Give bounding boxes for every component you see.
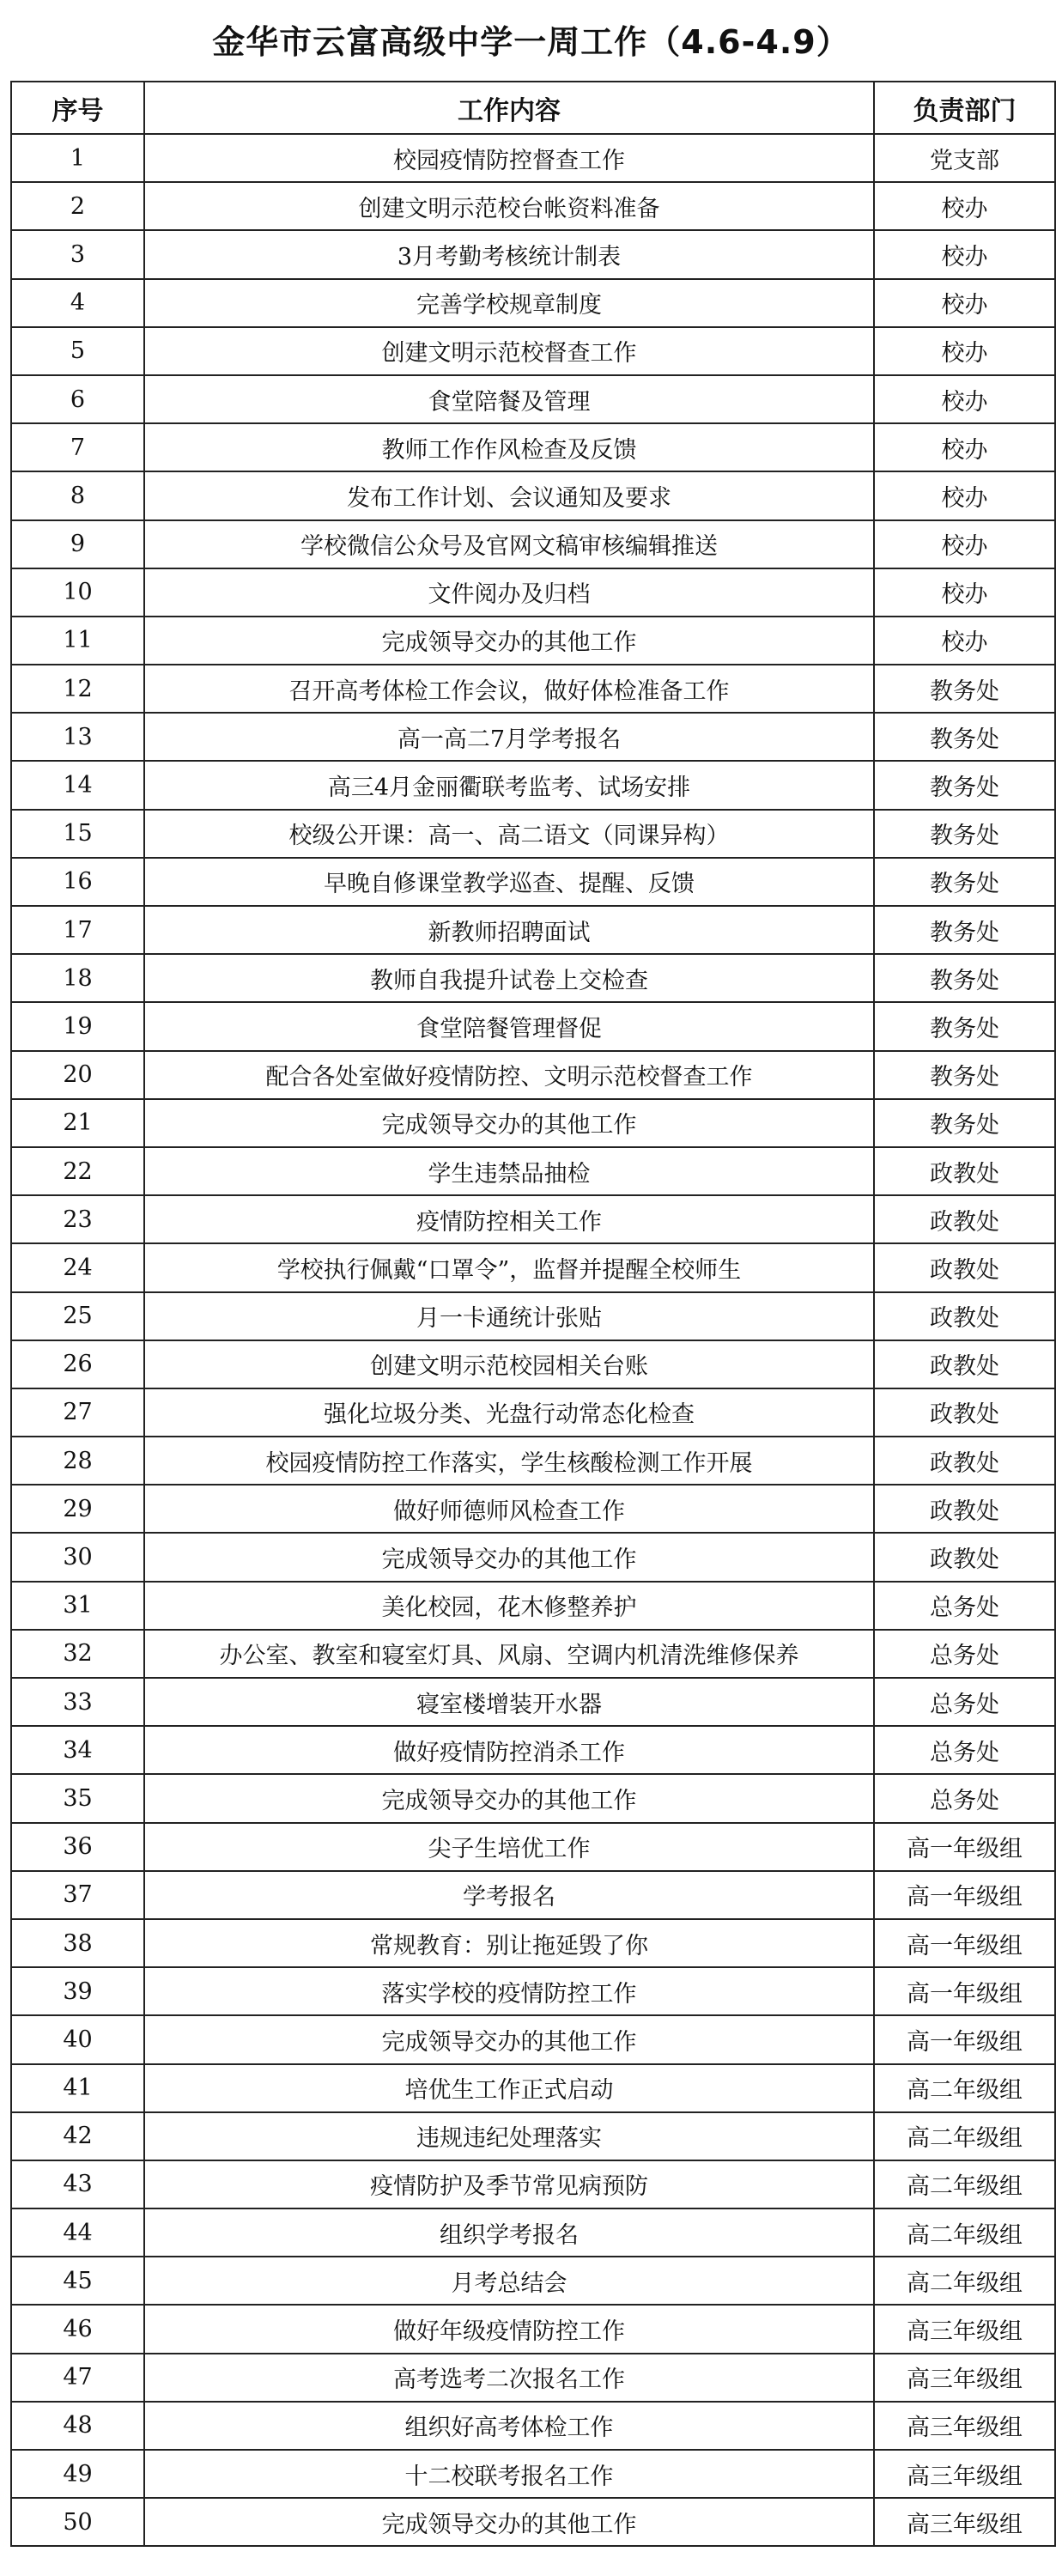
work-content: 召开高考体检工作会议，做好体检准备工作 bbox=[144, 665, 874, 713]
row-index: 19 bbox=[11, 1002, 144, 1050]
responsible-department: 政教处 bbox=[874, 1292, 1055, 1340]
row-index: 31 bbox=[11, 1582, 144, 1630]
responsible-department: 校办 bbox=[874, 617, 1055, 665]
row-index: 10 bbox=[11, 568, 144, 617]
table-row bbox=[11, 617, 1055, 665]
responsible-department: 高三年级组 bbox=[874, 2498, 1055, 2546]
table-row bbox=[11, 2402, 1055, 2450]
row-index: 39 bbox=[11, 1967, 144, 2015]
work-content: 教师自我提升试卷上交检查 bbox=[144, 954, 874, 1002]
responsible-department: 高三年级组 bbox=[874, 2354, 1055, 2402]
responsible-department: 校办 bbox=[874, 230, 1055, 278]
table-row bbox=[11, 568, 1055, 617]
row-index: 26 bbox=[11, 1340, 144, 1388]
row-index: 8 bbox=[11, 471, 144, 519]
table-row bbox=[11, 1533, 1055, 1581]
responsible-department: 教务处 bbox=[874, 1099, 1055, 1147]
responsible-department: 高三年级组 bbox=[874, 2402, 1055, 2450]
responsible-department: 教务处 bbox=[874, 761, 1055, 809]
responsible-department: 政教处 bbox=[874, 1340, 1055, 1388]
work-content: 月考总结会 bbox=[144, 2257, 874, 2305]
work-content: 尖子生培优工作 bbox=[144, 1823, 874, 1871]
table-row bbox=[11, 2354, 1055, 2402]
responsible-department: 教务处 bbox=[874, 858, 1055, 906]
row-index: 4 bbox=[11, 279, 144, 327]
work-content: 完成领导交办的其他工作 bbox=[144, 617, 874, 665]
row-index: 36 bbox=[11, 1823, 144, 1871]
responsible-department: 高一年级组 bbox=[874, 2015, 1055, 2063]
work-content: 十二校联考报名工作 bbox=[144, 2450, 874, 2498]
responsible-department: 政教处 bbox=[874, 1437, 1055, 1485]
row-index: 29 bbox=[11, 1485, 144, 1533]
responsible-department: 高二年级组 bbox=[874, 2064, 1055, 2112]
work-content: 完成领导交办的其他工作 bbox=[144, 1099, 874, 1147]
work-content: 完善学校规章制度 bbox=[144, 279, 874, 327]
responsible-department: 政教处 bbox=[874, 1485, 1055, 1533]
row-index: 45 bbox=[11, 2257, 144, 2305]
row-index: 1 bbox=[11, 134, 144, 182]
table-row bbox=[11, 665, 1055, 713]
row-index: 44 bbox=[11, 2208, 144, 2257]
responsible-department: 高二年级组 bbox=[874, 2112, 1055, 2160]
work-content: 学校执行佩戴“口罩令”，监督并提醒全校师生 bbox=[144, 1243, 874, 1291]
table-row bbox=[11, 2208, 1055, 2257]
table-row bbox=[11, 134, 1055, 182]
table-row bbox=[11, 1678, 1055, 1726]
table-header-row bbox=[11, 82, 1055, 134]
table-row bbox=[11, 2015, 1055, 2063]
work-content: 做好疫情防控消杀工作 bbox=[144, 1726, 874, 1774]
table-row bbox=[11, 2257, 1055, 2305]
table-row bbox=[11, 520, 1055, 568]
responsible-department: 校办 bbox=[874, 279, 1055, 327]
responsible-department: 高一年级组 bbox=[874, 1967, 1055, 2015]
row-index: 14 bbox=[11, 761, 144, 809]
row-index: 23 bbox=[11, 1195, 144, 1243]
row-index: 37 bbox=[11, 1871, 144, 1919]
work-content: 教师工作作风检查及反馈 bbox=[144, 423, 874, 471]
table-row bbox=[11, 1919, 1055, 1967]
responsible-department: 校办 bbox=[874, 182, 1055, 230]
work-content: 校级公开课：高一、高二语文（同课异构） bbox=[144, 810, 874, 858]
responsible-department: 校办 bbox=[874, 375, 1055, 423]
work-content: 高一高二7月学考报名 bbox=[144, 713, 874, 761]
row-index: 9 bbox=[11, 520, 144, 568]
row-index: 33 bbox=[11, 1678, 144, 1726]
responsible-department: 校办 bbox=[874, 568, 1055, 617]
weekly-work-table bbox=[10, 81, 1056, 2547]
work-content: 做好师德师风检查工作 bbox=[144, 1485, 874, 1533]
row-index: 17 bbox=[11, 906, 144, 954]
table-row bbox=[11, 1871, 1055, 1919]
work-content: 强化垃圾分类、光盘行动常态化检查 bbox=[144, 1388, 874, 1437]
row-index: 41 bbox=[11, 2064, 144, 2112]
work-content: 创建文明示范校园相关台账 bbox=[144, 1340, 874, 1388]
work-content: 学生违禁品抽检 bbox=[144, 1147, 874, 1195]
work-content: 新教师招聘面试 bbox=[144, 906, 874, 954]
table-row bbox=[11, 2064, 1055, 2112]
table-row bbox=[11, 1243, 1055, 1291]
table-row bbox=[11, 1388, 1055, 1437]
work-content: 违规违纪处理落实 bbox=[144, 2112, 874, 2160]
row-index: 6 bbox=[11, 375, 144, 423]
row-index: 49 bbox=[11, 2450, 144, 2498]
work-content: 食堂陪餐管理督促 bbox=[144, 1002, 874, 1050]
work-content: 疫情防控相关工作 bbox=[144, 1195, 874, 1243]
work-content: 3月考勤考核统计制表 bbox=[144, 230, 874, 278]
column-header-content: 工作内容 bbox=[144, 82, 874, 134]
responsible-department: 校办 bbox=[874, 327, 1055, 375]
row-index: 48 bbox=[11, 2402, 144, 2450]
row-index: 30 bbox=[11, 1533, 144, 1581]
work-content: 培优生工作正式启动 bbox=[144, 2064, 874, 2112]
work-content: 学校微信公众号及官网文稿审核编辑推送 bbox=[144, 520, 874, 568]
table-row bbox=[11, 1437, 1055, 1485]
table-row bbox=[11, 471, 1055, 519]
responsible-department: 政教处 bbox=[874, 1195, 1055, 1243]
responsible-department: 教务处 bbox=[874, 1051, 1055, 1099]
responsible-department: 教务处 bbox=[874, 954, 1055, 1002]
work-content: 月一卡通统计张贴 bbox=[144, 1292, 874, 1340]
row-index: 12 bbox=[11, 665, 144, 713]
responsible-department: 政教处 bbox=[874, 1533, 1055, 1581]
row-index: 38 bbox=[11, 1919, 144, 1967]
row-index: 27 bbox=[11, 1388, 144, 1437]
row-index: 47 bbox=[11, 2354, 144, 2402]
responsible-department: 总务处 bbox=[874, 1726, 1055, 1774]
responsible-department: 高三年级组 bbox=[874, 2450, 1055, 2498]
row-index: 20 bbox=[11, 1051, 144, 1099]
table-row bbox=[11, 2305, 1055, 2353]
work-content: 落实学校的疫情防控工作 bbox=[144, 1967, 874, 2015]
row-index: 28 bbox=[11, 1437, 144, 1485]
responsible-department: 高二年级组 bbox=[874, 2160, 1055, 2208]
table-row bbox=[11, 230, 1055, 278]
row-index: 43 bbox=[11, 2160, 144, 2208]
work-content: 寝室楼增装开水器 bbox=[144, 1678, 874, 1726]
work-content: 办公室、教室和寝室灯具、风扇、空调内机清洗维修保养 bbox=[144, 1630, 874, 1678]
work-content: 创建文明示范校督查工作 bbox=[144, 327, 874, 375]
work-content: 做好年级疫情防控工作 bbox=[144, 2305, 874, 2353]
row-index: 42 bbox=[11, 2112, 144, 2160]
column-header-department: 负责部门 bbox=[874, 82, 1055, 134]
table-row bbox=[11, 1582, 1055, 1630]
table-row bbox=[11, 1774, 1055, 1822]
responsible-department: 总务处 bbox=[874, 1582, 1055, 1630]
responsible-department: 高一年级组 bbox=[874, 1871, 1055, 1919]
work-content: 食堂陪餐及管理 bbox=[144, 375, 874, 423]
responsible-department: 政教处 bbox=[874, 1243, 1055, 1291]
responsible-department: 党支部 bbox=[874, 134, 1055, 182]
table-row bbox=[11, 279, 1055, 327]
table-row bbox=[11, 761, 1055, 809]
work-content: 完成领导交办的其他工作 bbox=[144, 2498, 874, 2546]
work-content: 文件阅办及归档 bbox=[144, 568, 874, 617]
row-index: 21 bbox=[11, 1099, 144, 1147]
table-row bbox=[11, 182, 1055, 230]
table-row bbox=[11, 1726, 1055, 1774]
table-row bbox=[11, 954, 1055, 1002]
work-content: 校园疫情防控督查工作 bbox=[144, 134, 874, 182]
table-row bbox=[11, 327, 1055, 375]
table-row bbox=[11, 2450, 1055, 2498]
row-index: 25 bbox=[11, 1292, 144, 1340]
row-index: 13 bbox=[11, 713, 144, 761]
responsible-department: 高一年级组 bbox=[874, 1823, 1055, 1871]
responsible-department: 高二年级组 bbox=[874, 2208, 1055, 2257]
table-row bbox=[11, 1051, 1055, 1099]
work-content: 疫情防护及季节常见病预防 bbox=[144, 2160, 874, 2208]
work-content: 完成领导交办的其他工作 bbox=[144, 1533, 874, 1581]
table-row bbox=[11, 2160, 1055, 2208]
responsible-department: 教务处 bbox=[874, 713, 1055, 761]
responsible-department: 高一年级组 bbox=[874, 1919, 1055, 1967]
responsible-department: 校办 bbox=[874, 471, 1055, 519]
row-index: 35 bbox=[11, 1774, 144, 1822]
table-row bbox=[11, 375, 1055, 423]
work-content: 高考选考二次报名工作 bbox=[144, 2354, 874, 2402]
table-row bbox=[11, 2112, 1055, 2160]
row-index: 50 bbox=[11, 2498, 144, 2546]
row-index: 18 bbox=[11, 954, 144, 1002]
responsible-department: 高三年级组 bbox=[874, 2305, 1055, 2353]
work-content: 完成领导交办的其他工作 bbox=[144, 2015, 874, 2063]
work-content: 早晚自修课堂教学巡查、提醒、反馈 bbox=[144, 858, 874, 906]
row-index: 32 bbox=[11, 1630, 144, 1678]
row-index: 5 bbox=[11, 327, 144, 375]
table-row bbox=[11, 1340, 1055, 1388]
row-index: 24 bbox=[11, 1243, 144, 1291]
responsible-department: 总务处 bbox=[874, 1678, 1055, 1726]
row-index: 3 bbox=[11, 230, 144, 278]
work-content: 组织学考报名 bbox=[144, 2208, 874, 2257]
responsible-department: 政教处 bbox=[874, 1147, 1055, 1195]
table-row bbox=[11, 713, 1055, 761]
page-title: 金华市云富高级中学一周工作（4.6-4.9） bbox=[212, 23, 850, 61]
responsible-department: 教务处 bbox=[874, 810, 1055, 858]
table-row bbox=[11, 423, 1055, 471]
work-content: 配合各处室做好疫情防控、文明示范校督查工作 bbox=[144, 1051, 874, 1099]
responsible-department: 校办 bbox=[874, 520, 1055, 568]
table-row bbox=[11, 1099, 1055, 1147]
table-row bbox=[11, 1195, 1055, 1243]
row-index: 16 bbox=[11, 858, 144, 906]
responsible-department: 教务处 bbox=[874, 906, 1055, 954]
work-content: 创建文明示范校台帐资料准备 bbox=[144, 182, 874, 230]
row-index: 11 bbox=[11, 617, 144, 665]
work-content: 组织好高考体检工作 bbox=[144, 2402, 874, 2450]
table-row bbox=[11, 1630, 1055, 1678]
work-content: 完成领导交办的其他工作 bbox=[144, 1774, 874, 1822]
work-content: 美化校园，花木修整养护 bbox=[144, 1582, 874, 1630]
work-content: 高三4月金丽衢联考监考、试场安排 bbox=[144, 761, 874, 809]
responsible-department: 校办 bbox=[874, 423, 1055, 471]
table-row bbox=[11, 858, 1055, 906]
table-row bbox=[11, 1147, 1055, 1195]
work-content: 校园疫情防控工作落实，学生核酸检测工作开展 bbox=[144, 1437, 874, 1485]
row-index: 7 bbox=[11, 423, 144, 471]
row-index: 2 bbox=[11, 182, 144, 230]
table-row bbox=[11, 906, 1055, 954]
row-index: 15 bbox=[11, 810, 144, 858]
responsible-department: 总务处 bbox=[874, 1630, 1055, 1678]
responsible-department: 总务处 bbox=[874, 1774, 1055, 1822]
row-index: 22 bbox=[11, 1147, 144, 1195]
table-row bbox=[11, 2498, 1055, 2546]
work-content: 发布工作计划、会议通知及要求 bbox=[144, 471, 874, 519]
column-header-index: 序号 bbox=[11, 82, 144, 134]
responsible-department: 政教处 bbox=[874, 1388, 1055, 1437]
table-row bbox=[11, 1967, 1055, 2015]
responsible-department: 教务处 bbox=[874, 1002, 1055, 1050]
table-row bbox=[11, 1823, 1055, 1871]
responsible-department: 高二年级组 bbox=[874, 2257, 1055, 2305]
work-content: 常规教育：别让拖延毁了你 bbox=[144, 1919, 874, 1967]
table-row bbox=[11, 1485, 1055, 1533]
row-index: 34 bbox=[11, 1726, 144, 1774]
row-index: 46 bbox=[11, 2305, 144, 2353]
table-body bbox=[11, 134, 1055, 2546]
table-row bbox=[11, 1292, 1055, 1340]
responsible-department: 教务处 bbox=[874, 665, 1055, 713]
row-index: 40 bbox=[11, 2015, 144, 2063]
table-row bbox=[11, 1002, 1055, 1050]
work-content: 学考报名 bbox=[144, 1871, 874, 1919]
table-row bbox=[11, 810, 1055, 858]
